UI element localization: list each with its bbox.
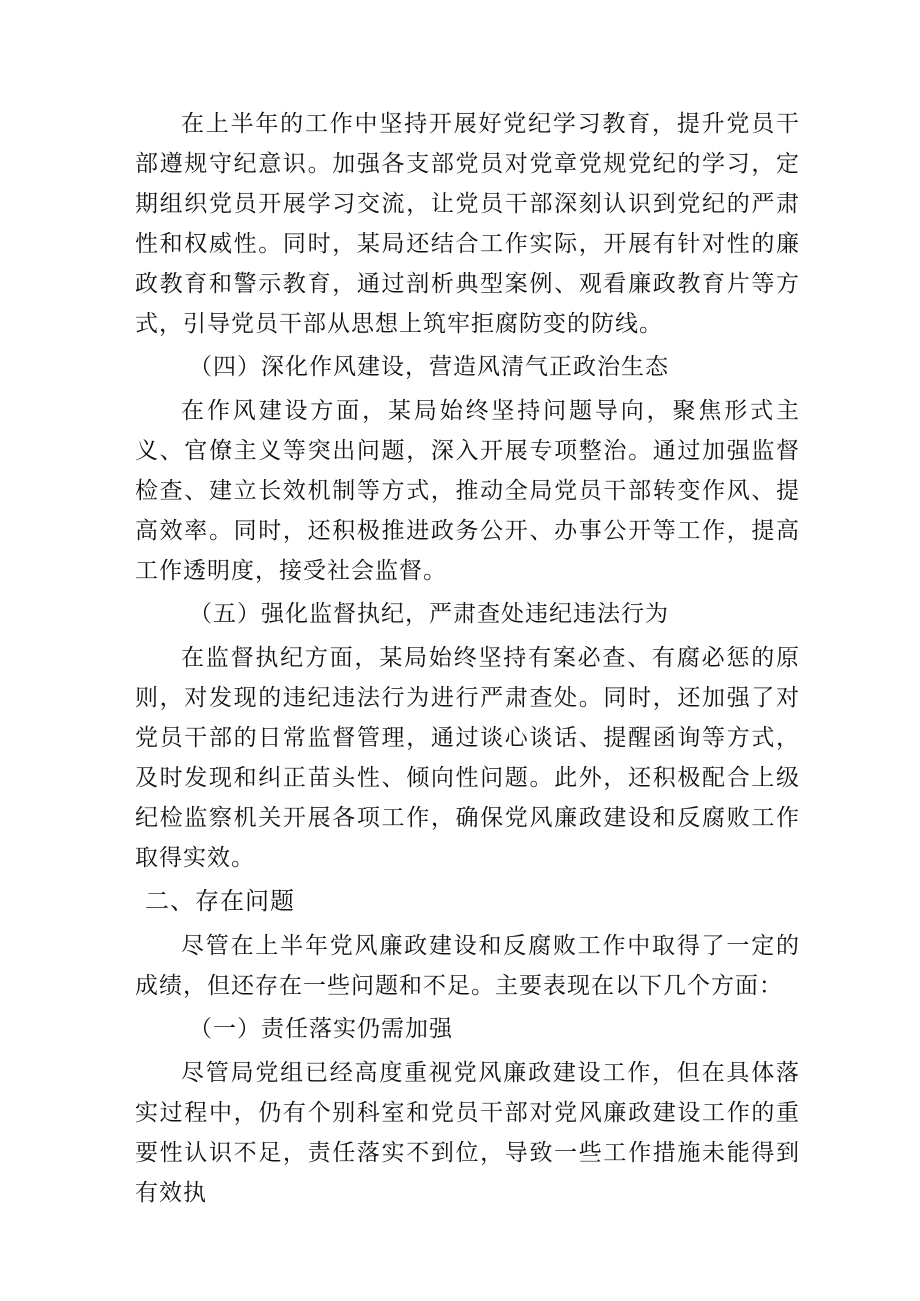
section-heading-problems: 二、存在问题 bbox=[145, 887, 295, 915]
subheading-responsibility: （一）责任落实仍需加强 bbox=[189, 1016, 453, 1042]
paragraph-supervision: 在监督执纪方面，某局始终坚持有案必查、有腐必惩的原则，对发现的违纪违法行为进行严肃查处。同时，还加强了对党员干部的日常监督管理，通过谈心谈话、提醒函询等方式，及时发现和纠正苗头性、倾向性问题。此外，还积极配合上级纪检监察机关开展各项工作，确保党风廉政建设和反腐败工作取得实效。 bbox=[135, 645, 800, 871]
paragraph-work-style: 在作风建设方面，某局始终坚持问题导向，聚焦形式主义、官僚主义等突出问题，深入开展专项整治。通过加强监督检查、建立长效机制等方式，推动全局党员干部转变作风、提高效率。同时，还积极推进政务公开、办事公开等工作，提高工作透明度，接受社会监督。 bbox=[135, 398, 800, 584]
paragraph-responsibility: 尽管局党组已经高度重视党风廉政建设工作，但在具体落实过程中，仍有个别科室和党员干部对党风廉政建设工作的重要性认识不足，责任落实不到位，导致一些工作措施未能得到有效执 bbox=[135, 1060, 800, 1206]
paragraph-discipline-education: 在上半年的工作中坚持开展好党纪学习教育，提升党员干部遵规守纪意识。加强各支部党员对党章党规党纪的学习，定期组织党员开展学习交流，让党员干部深刻认识到党纪的严肃性和权威性。同时，某局还结合工作实际，开展有针对性的廉政教育和警示教育，通过剖析典型案例、观看廉政教育片等方式，引导党员干部从思想上筑牢拒腐防变的防线。 bbox=[135, 111, 800, 337]
subheading-work-style: （四）深化作风建设，营造风清气正政治生态 bbox=[189, 354, 669, 380]
subheading-supervision: （五）强化监督执纪，严肃查处违纪违法行为 bbox=[189, 601, 669, 627]
paragraph-problems-intro: 尽管在上半年党风廉政建设和反腐败工作中取得了一定的成绩，但还存在一些问题和不足。主要表现在以下几个方面： bbox=[135, 933, 800, 999]
